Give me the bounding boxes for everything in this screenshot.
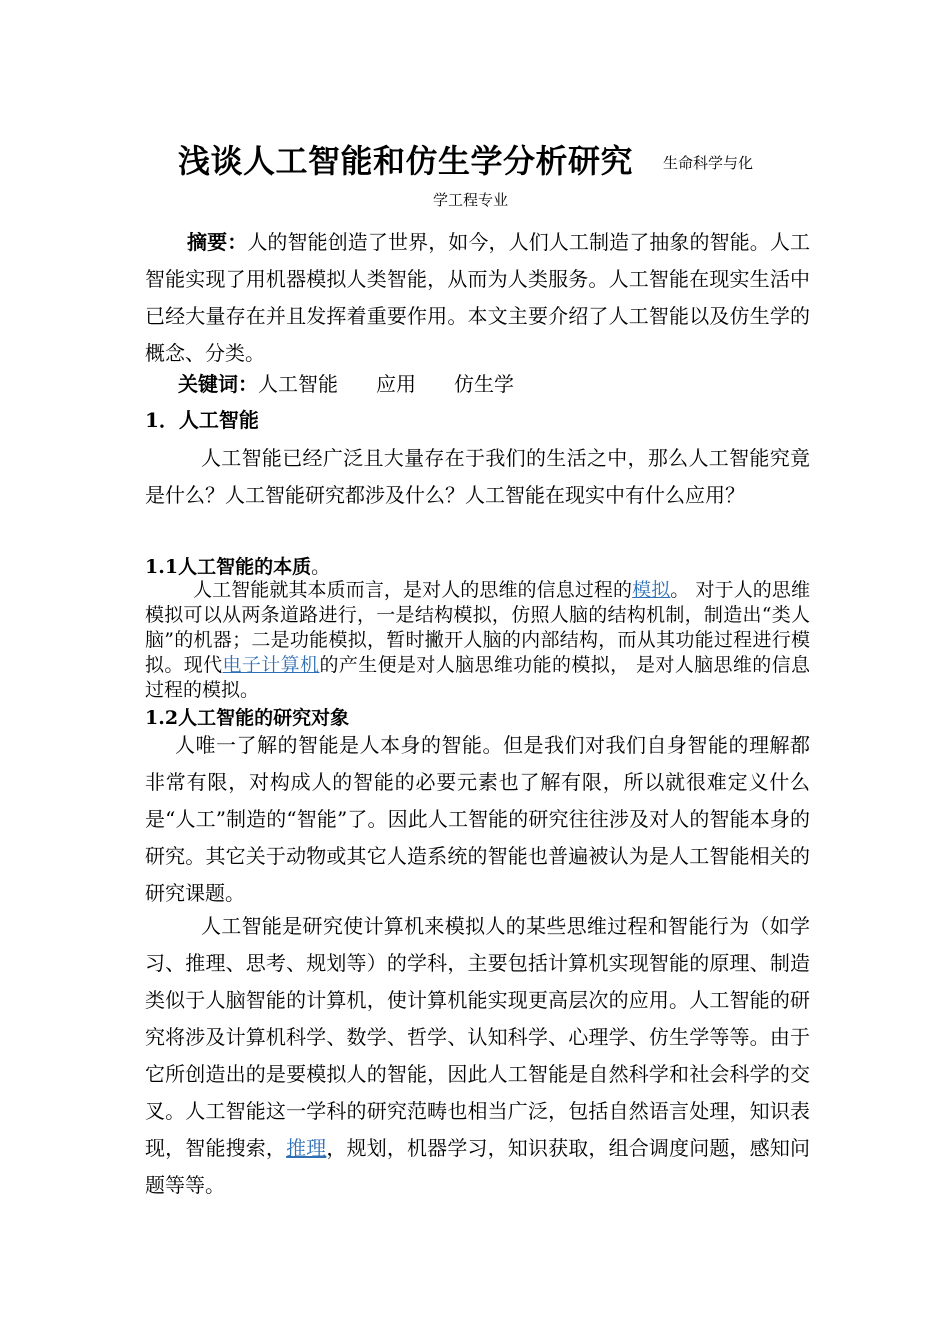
section-1-1-paragraph [145,578,810,703]
section-1-1-suffix: 。 [311,556,331,578]
section-1-2-number: 1.2 [145,707,179,729]
keyword-3: 仿生学 [454,372,514,396]
department-label-part1: 生命科学与化 [663,154,754,172]
section-1-1-text-a: 人工智能就其本质而言，是对人的思维的信息过程的 [193,579,633,601]
abstract-paragraph [145,224,810,372]
section-1-2-paragraph-1: 人唯一了解的智能是人本身的智能。但是我们对我们自身智能的理解都非常有限，对构成人的智能的必要元素也了解有限，所以就很难定义什么是“人工”制造的“智能”了。因此人工智能的研究往往涉及对人的智能本身的研究。其它关于动物或其它人造系统的智能也普遍被认为是人工智能相关的研究课题。 [145,733,810,905]
section-1-1-text-c: 的产生便是对人脑思维功能的模拟， 是对人脑思维的信息过程的模拟。 [145,654,810,701]
department-label-part2: 学工程专业 [433,191,509,209]
document-title: 浅谈人工智能和仿生学分析研究 [178,142,634,180]
section-1-1-number: 1.1 [145,556,179,578]
section-1-2-text-a: 人工智能是研究使计算机来模拟人的某些思维过程和智能行为（如学习、推理、思考、规划等）的学科，主要包括计算机实现智能的原理、制造类似于人脑智能的计算机，使计算机能实现更高层次的应用。人工智能的研究将涉及计算机科学、数学、哲学、认知科学、心理学、仿生学等等。由于它所创造出的是要模拟人的智能，因此人工智能是自然科学和社会科学的交叉。人工智能这一学科的研究范畴也相当广泛，包括自然语言处理，知识表现，智能搜索， [145,914,810,1160]
section-1-1-title: 人工智能的本质 [178,556,312,578]
title-line [178,136,838,182]
section-1-paragraph: 人工智能已经广泛且大量存在于我们的生活之中，那么人工智能究竟是什么？人工智能研究都涉及什么？人工智能在现实中有什么应用？ [145,446,810,507]
section-1-1-heading [145,553,810,581]
keywords-label: 关键词： [178,372,258,396]
abstract-label: 摘要： [187,230,248,254]
section-1-heading: 1．人工智能 [145,408,259,432]
link-electronic-computer[interactable]: 电子计算机 [222,654,320,676]
link-simulation[interactable]: 模拟 [632,579,671,601]
section-1-2-text-b: ，规划，机器学习，知识获取，组合调度问题，感知问题等等。 [145,1136,810,1197]
section-1-2-paragraph-2 [145,908,810,1204]
link-reasoning[interactable]: 推理 [286,1136,327,1160]
keyword-2: 应用 [376,372,416,396]
keywords-line [178,366,778,403]
keyword-1: 人工智能 [258,372,338,396]
section-1-2-title: 人工智能的研究对象 [178,707,350,729]
section-1-1-text-b: 。 对于人的思维模拟可以从两条道路进行，一是结构模拟，仿照人脑的结构机制，制造出“类人脑”的机器；二是功能模拟，暂时撇开人脑的内部结构，而从其功能过程进行模拟。现代 [145,579,810,676]
abstract-text: 人的智能创造了世界，如今，人们人工制造了抽象的智能。人工智能实现了用机器模拟人类智能，从而为人类服务。人工智能在现实生活中已经大量存在并且发挥着重要作用。本文主要介绍了人工智能以及仿生学的概念、分类。 [145,230,811,365]
